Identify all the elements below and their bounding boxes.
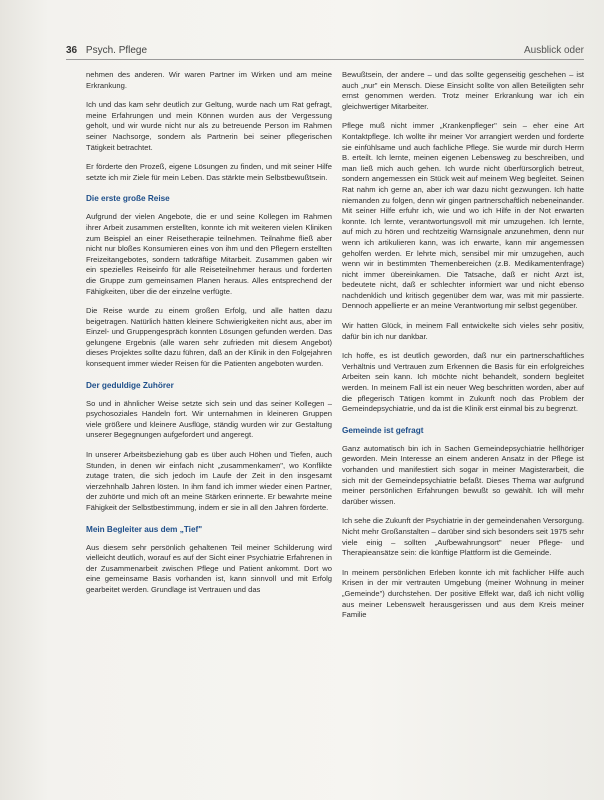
paragraph: nehmen des anderen. Wir waren Partner im Wirken und am meine Erkrankung.	[86, 70, 332, 90]
paragraph: Die Reise wurde zu einem großen Erfolg, und alle hatten dazu beigetragen. Natürlich hätten kleinere Schwierigkeiten nicht aus, aber im Einzel- und Gruppengespräch konnten Lösungen gefunden werden. Das gelungene Ergebnis (alle waren sehr zufrieden mit diesem Angebot) dieses Projektes sollte dazu führen, daß an der Klinik in den Folgejahren konsequent immer wieder Reisen für die Patienten angeboten wurden.	[86, 306, 332, 369]
page-number: 36	[66, 45, 78, 56]
header-rule	[66, 59, 584, 60]
section-heading: Die erste große Reise	[86, 194, 170, 204]
paragraph: Er förderte den Prozeß, eigene Lösungen zu finden, und mit seiner Hilfe setzte ich mir Ziele für mein Leben. Das stärkte mein Selbstbewußtsein.	[86, 162, 332, 182]
right-column	[342, 70, 584, 630]
paragraph: Wir hatten Glück, in meinem Fall entwickelte sich vieles sehr positiv, dafür bin ich nur dankbar.	[342, 321, 584, 341]
section-heading: Gemeinde ist gefragt	[342, 425, 424, 435]
section-heading: Mein Begleiter aus dem „Tief"	[86, 524, 203, 534]
paragraph: Ich sehe die Zukunft der Psychiatrie in der gemeindenahen Versorgung. Nicht mehr Großanstalten – darüber sind sich besonders seit 1975 sehr viele einig – sollten „Aufbewahrungsort" neuer Pflege- und Therapieansätze sein: die künftige Plattform ist die Gemeinde.	[342, 516, 584, 558]
paragraph: Aufgrund der vielen Angebote, die er und seine Kollegen im Rahmen ihrer Arbeit zusammen erstellten, konnte ich mit weiteren vielen Kliniken zum Beispiel an einer Reisetherapie teilnehmen. Teilnahme fließ aber nicht nur bloßes Konsumieren eines von ihm und den Pflegern erstellten Freizeitangebotes, sondern tatkräftige Mitarbeit. Zusammen gaben wir ein spezielles Reiseinfo für alle Reiseteilnehmer heraus und forderten die Gruppe zum gemeinsamen Planen heraus. Alles entsprechend der Fähigkeiten, über die der einzelne verfügte.	[86, 212, 332, 296]
paragraph: Pflege muß nicht immer „Krankenpfleger" sein – eher eine Art Kontaktpflege. Ich wollte ihr meiner Vor arrangiert werden und forderte sie einfühlsame und auch fachliche Pflege. Sie wurde mir durch Herrn B. erteilt. Ich lernte, meinen eigenen Lebensweg zu beschreiben, und man ließ mich auch gehen. Ich wurde nicht überfürsorglich betreut, sondern angemessen ein Stück weit auf meinem Weg begleitet. Seinen Rat nahm ich gerne an, aber ich war dazu nicht gezwungen. Ich hatte niemanden zu folgen, denn wir gingen partnerschaftlich nebeneinander. Mit seiner Hilfe erfuhr ich, wie und wo ich Hilfe in der Not erwarten konnte. Ich lernte, verantwortungsvoll mit mir umzugehen. Ich lernte, auf mich zu hören und rechtzeitig Warnsignale anzunehmen, denn nur wenn ich artikulieren kann, was ich erwarte, kann mir angemessen geholfen werden. Er lehrte mich, sensibel mir mir umzugehen, auch wenn wir in bestimmten Themenbereichen (z.B. Medikamentenfrage) nicht immer übereinkamen. Die Tatsache, daß er nicht Arzt ist, bedeutete nicht, daß er schlechter informiert war und nicht ebenso nachdenklich und kritisch gegenüber dem war, was mit mir passierte. Dennoch appellierte er an meine Verantwortung mir selbst gegenüber.	[342, 121, 584, 311]
section-title: Ausblick oder	[523, 45, 584, 56]
journal-title: Psych. Pflege	[85, 45, 148, 56]
paragraph: So und in ähnlicher Weise setzte sich sein und das seiner Kollegen – psychosoziales Handeln fort. Wir unternahmen in kleineren Gruppen viele größere und kleinere Ausflüge, ständig wurden wir zur Gestaltung unserer Begegnungen aufgefordert und angeregt.	[86, 398, 332, 440]
paragraph: In meinem persönlichen Erleben konnte ich mit fachlicher Hilfe auch Krisen in der mir vertrauten Umgebung (meiner Wohnung in meiner „Gemeinde") durchstehen. Der positive Effekt war, daß ich nicht völlig aus meiner Lebenswelt herausgerissen und aus dem Kreis meiner Familie	[342, 567, 584, 620]
paragraph: Ich und das kam sehr deutlich zur Geltung, wurde nach um Rat gefragt, meine Erfahrungen und mein Können wurden aus der Vergessung geholt, und wir wurde nicht nur als zu betreuende Person im Rahmen seiner Nachsorge, sondern als Partnerin bei seiner pflegerischen Tätigkeit betrachtet.	[86, 100, 332, 152]
paragraph: Aus diesem sehr persönlich gehaltenen Teil meiner Schilderung wird vielleicht deutlich, worauf es auf der Sicht einer Psychiatrie Erfahrenen in der Zusammenarbeit zwischen Pflege und Patient ankommt. Dort wo eine gemeinsame Basis vorhanden ist, kann sinnvoll und mit Erfolg gearbeitet werden. Grundlage ist Vertrauen und das	[86, 542, 332, 594]
paragraph: Bewußtsein, der andere – und das sollte gegenseitig geschehen – ist auch „nur" ein Mensch. Diese Einsicht sollte von allen Beteiligten sehr ernst genommen werden. Trotz meiner Erkrankung war ich ein gleichwertiger Mitarbeiter.	[342, 70, 584, 111]
section-heading: Der geduldige Zuhörer	[86, 380, 174, 390]
left-column	[86, 70, 332, 605]
paragraph: Ganz automatisch bin ich in Sachen Gemeindepsychiatrie hellhöriger geworden. Mein Interesse an einem anderen Ansatz in der Pflege ist vorhanden und manifestiert sich sogar in meiner Magisterarbeit, die sich mit der Gemeindepsychiatrie befaßt. Dieses Thema war aufgrund meiner persönlichen Erfahrungen bewußt so gewählt. Ich will mehr darüber wissen.	[342, 443, 584, 506]
paragraph: Ich hoffe, es ist deutlich geworden, daß nur ein partnerschaftliches Verhältnis und Vertrauen zum Erkennen die Basis für ein erfolgreiches Arbeiten sein kann. Ich möchte nicht behandelt, sondern begleitet werden. In meinem Fall ist ein neuer Weg beschritten worden, aber auf die pflegerisch Tätigen kommt in Zukunft noch das Problem der Gemeindepsychiatrie, und da ist die Klinik erst einmal bis zu begrenzt.	[342, 351, 584, 414]
paragraph: In unserer Arbeitsbeziehung gab es über auch Höhen und Tiefen, auch Stunden, in denen wir einfach nicht „zusammenkamen", wo Konflikte zutage traten, die sich jedoch im Laufe der Zeit in den insgesamt vierzehnhalb Jahren lösten. In ihm fand ich immer wieder einen Partner, der zuhörte und mich oft an meine Stärken erinnerte. Er bewahrte meine Fähigkeit der Selbstbestimmung, indem er sie in all den Jahren förderte.	[86, 450, 332, 512]
